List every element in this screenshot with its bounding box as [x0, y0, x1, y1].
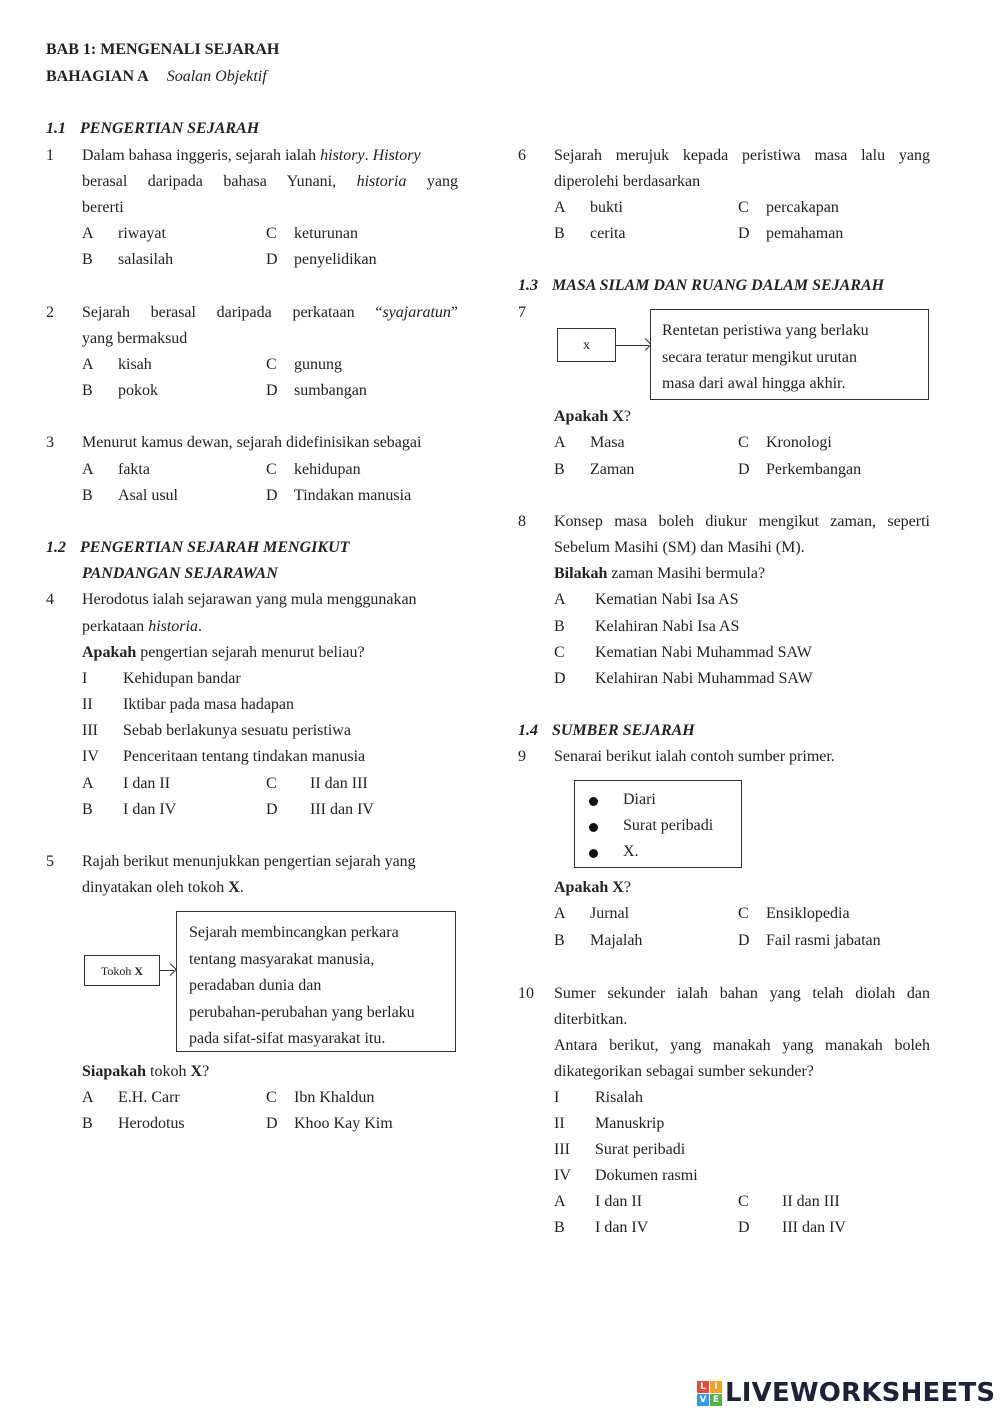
- option-d[interactable]: pemahaman: [766, 225, 844, 242]
- diagram-label: x: [583, 338, 590, 353]
- subtopic-1-1: [46, 120, 259, 138]
- option-letter: D: [266, 487, 278, 504]
- diagram-text-line: perubahan-perubahan yang berlaku: [189, 1003, 415, 1021]
- question-text-line: Konsep masa boleh diukur mengikut zaman, seperti: [554, 513, 930, 530]
- statement-text: Risalah: [595, 1089, 643, 1106]
- option-b[interactable]: cerita: [590, 225, 626, 242]
- arrow-icon: [160, 970, 174, 971]
- option-b[interactable]: I dan IV: [595, 1219, 649, 1236]
- statement-text: Iktibar pada masa hadapan: [123, 696, 295, 713]
- option-a[interactable]: bukti: [590, 199, 623, 216]
- question-text-line: yang bermaksud: [82, 330, 188, 347]
- statement-text: Manuskrip: [595, 1115, 665, 1132]
- diagram-text-line: tentang masyarakat manusia,: [189, 950, 375, 968]
- diagram-label-box: [557, 328, 616, 362]
- option-letter: C: [266, 775, 277, 792]
- statement-number: II: [554, 1115, 565, 1132]
- subtopic-number: 1.3: [518, 277, 538, 294]
- question-text-line: Sebelum Masihi (SM) dan Masihi (M).: [554, 539, 805, 556]
- statement-text: Dokumen rasmi: [595, 1167, 698, 1184]
- option-letter: C: [554, 644, 565, 661]
- option-a[interactable]: Kematian Nabi Isa AS: [595, 591, 739, 608]
- diagram-text-line: pada sifat-sifat masyarakat itu.: [189, 1030, 386, 1047]
- diagram-text-line: secara teratur mengikut urutan: [662, 348, 858, 366]
- logo-letter: V: [697, 1394, 709, 1406]
- question-number: 4: [46, 591, 54, 608]
- subtopic-1-4: [518, 722, 695, 740]
- logo-letter: E: [710, 1394, 722, 1406]
- subtopic-title: MASA SILAM DAN RUANG DALAM SEJARAH: [552, 277, 885, 294]
- subtopic-number: 1.4: [518, 722, 538, 739]
- statement-number: II: [82, 696, 93, 713]
- option-a[interactable]: kisah: [118, 356, 152, 373]
- option-letter: B: [554, 932, 565, 949]
- option-letter: B: [82, 251, 93, 268]
- option-d[interactable]: III dan IV: [310, 801, 374, 818]
- option-letter: D: [554, 670, 566, 687]
- option-c[interactable]: Ensiklopedia: [766, 905, 850, 922]
- option-d[interactable]: sumbangan: [294, 382, 367, 399]
- question-number: 3: [46, 434, 54, 451]
- subtopic-number: 1.2: [46, 539, 66, 556]
- option-letter: D: [738, 225, 750, 242]
- question-number: 2: [46, 304, 54, 321]
- option-c[interactable]: Kematian Nabi Muhammad SAW: [595, 644, 812, 661]
- chapter-title: BAB 1: MENGENALI SEJARAH: [46, 41, 280, 58]
- statement-number: III: [554, 1141, 570, 1158]
- option-b[interactable]: Asal usul: [118, 487, 178, 504]
- logo-letter: I: [710, 1381, 722, 1393]
- subtopic-1-2: [46, 539, 349, 557]
- option-c[interactable]: II dan III: [782, 1193, 840, 1210]
- statement-number: IV: [554, 1167, 571, 1184]
- bullet-icon: [589, 849, 598, 858]
- option-letter: D: [266, 1115, 278, 1132]
- option-letter: B: [554, 461, 565, 478]
- list-item: X.: [623, 843, 639, 860]
- question-text-line: Antara berikut, yang manakah yang manakah boleh: [554, 1037, 930, 1054]
- question-ask: Bilakah zaman Masihi bermula?: [554, 565, 766, 582]
- option-letter: B: [554, 225, 565, 242]
- question-number: 5: [46, 853, 54, 870]
- option-letter: B: [82, 801, 93, 818]
- option-letter: C: [266, 356, 277, 373]
- option-letter: C: [266, 225, 277, 242]
- question-ask: Apakah X?: [554, 408, 631, 425]
- question-text-line: diterbitkan.: [554, 1011, 628, 1028]
- option-letter: C: [738, 1193, 749, 1210]
- option-c[interactable]: II dan III: [310, 775, 368, 792]
- option-d[interactable]: Tindakan manusia: [294, 487, 412, 504]
- statement-text: Surat peribadi: [595, 1141, 686, 1158]
- statement-number: I: [82, 670, 88, 687]
- statement-number: III: [82, 722, 98, 739]
- question-text-line: Sejarah merujuk kepada peristiwa masa lalu yang: [554, 147, 930, 164]
- option-a[interactable]: I dan II: [123, 775, 171, 792]
- option-c[interactable]: gunung: [294, 356, 342, 373]
- option-b[interactable]: salasilah: [118, 251, 174, 268]
- section-label: BAHAGIAN A: [46, 68, 149, 85]
- option-a[interactable]: I dan II: [595, 1193, 643, 1210]
- logo-text: LIVEWORKSHEETS: [725, 1378, 996, 1408]
- subtopic-1-3: [518, 277, 884, 295]
- option-d[interactable]: Fail rasmi jabatan: [766, 932, 881, 949]
- diagram-text-line: peradaban dunia dan: [189, 977, 322, 994]
- option-a[interactable]: Masa: [590, 434, 625, 451]
- diagram-label: Tokoh X: [100, 964, 144, 978]
- subtopic-title: SUMBER SEJARAH: [552, 722, 695, 739]
- option-c[interactable]: Ibn Khaldun: [294, 1089, 375, 1106]
- option-a[interactable]: riwayat: [118, 225, 166, 242]
- question-number: 10: [518, 985, 534, 1002]
- option-a[interactable]: fakta: [118, 461, 150, 478]
- option-letter: A: [82, 1089, 94, 1106]
- statement-text: Sebab berlakunya sesuatu peristiwa: [123, 722, 351, 739]
- diagram-text-line: Sejarah membincangkan perkara: [189, 924, 399, 941]
- option-letter: B: [82, 1115, 93, 1132]
- option-letter: C: [738, 905, 749, 922]
- option-letter: A: [82, 356, 94, 373]
- option-letter: C: [266, 461, 277, 478]
- statement-text: Penceritaan tentang tindakan manusia: [123, 748, 366, 765]
- option-b[interactable]: Majalah: [590, 932, 643, 949]
- question-ask: Apakah X?: [554, 879, 631, 896]
- question-number: 8: [518, 513, 526, 530]
- list-item: Diari: [623, 791, 656, 808]
- option-d[interactable]: Perkembangan: [766, 461, 862, 478]
- statement-text: Kehidupan bandar: [123, 670, 241, 687]
- bullet-icon: [589, 797, 598, 806]
- subtopic-title: PENGERTIAN SEJARAH: [80, 120, 260, 137]
- option-c[interactable]: keturunan: [294, 225, 358, 242]
- option-letter: C: [266, 1089, 277, 1106]
- subtopic-number: 1.1: [46, 120, 66, 137]
- diagram-label-box: [84, 955, 160, 986]
- option-a[interactable]: E.H. Carr: [118, 1089, 180, 1106]
- question-text-line: Herodotus ialah sejarawan yang mula menggunakan: [82, 591, 417, 608]
- question-text-line: Menurut kamus dewan, sejarah didefinisikan sebagai: [82, 434, 422, 451]
- question-text-line: Sejarah berasal daripada perkataan “syajaratun”: [82, 304, 458, 321]
- list-item: Surat peribadi: [623, 817, 714, 834]
- question-text-line: bererti: [82, 199, 124, 216]
- subtopic-title: PENGERTIAN SEJARAH MENGIKUT: [80, 539, 350, 556]
- option-letter: D: [266, 382, 278, 399]
- statement-number: I: [554, 1089, 560, 1106]
- question-text-line: dinyatakan oleh tokoh X.: [82, 879, 244, 896]
- statement-number: IV: [82, 748, 99, 765]
- option-letter: A: [554, 434, 566, 451]
- option-letter: A: [82, 775, 94, 792]
- option-c[interactable]: kehidupan: [294, 461, 361, 478]
- option-letter: D: [266, 801, 278, 818]
- subtopic-title-line2: PANDANGAN SEJARAWAN: [82, 565, 278, 582]
- question-ask: Apakah pengertian sejarah menurut beliau?: [82, 644, 365, 661]
- option-b[interactable]: I dan IV: [123, 801, 177, 818]
- option-c[interactable]: Kronologi: [766, 434, 832, 451]
- option-a[interactable]: Jurnal: [590, 905, 630, 922]
- question-text-line: Dalam bahasa inggeris, sejarah ialah history. History: [82, 147, 421, 164]
- option-letter: B: [554, 618, 565, 635]
- option-letter: A: [554, 199, 566, 216]
- diagram-definition-box: [650, 309, 929, 400]
- option-letter: A: [554, 1193, 566, 1210]
- option-d[interactable]: penyelidikan: [294, 251, 377, 268]
- bullet-icon: [589, 823, 598, 832]
- question-number: 6: [518, 147, 526, 164]
- option-letter: B: [82, 487, 93, 504]
- question-text-line: berasal daripada bahasa Yunani, historia yang: [82, 173, 459, 190]
- option-b[interactable]: pokok: [118, 382, 158, 399]
- option-letter: D: [266, 251, 278, 268]
- option-d[interactable]: III dan IV: [782, 1219, 846, 1236]
- source-list-box: [574, 780, 742, 868]
- option-b[interactable]: Herodotus: [118, 1115, 185, 1132]
- question-ask: Siapakah tokoh X?: [82, 1063, 210, 1080]
- question-text-line: dikategorikan sebagai sumber sekunder?: [554, 1063, 814, 1080]
- liveworksheets-logo[interactable]: [697, 1378, 995, 1408]
- question-number: 7: [518, 304, 526, 321]
- option-letter: A: [554, 591, 566, 608]
- diagram-text-line: Rentetan peristiwa yang berlaku: [662, 322, 869, 339]
- option-letter: A: [82, 225, 94, 242]
- question-text-line: Senarai berikut ialah contoh sumber primer.: [554, 748, 835, 765]
- option-letter: D: [738, 461, 750, 478]
- question-number: 9: [518, 748, 526, 765]
- logo-mark-icon: [697, 1381, 722, 1406]
- arrow-icon: [616, 345, 649, 346]
- question-text-line: Sumer sekunder ialah bahan yang telah diolah dan: [554, 985, 930, 1002]
- option-letter: B: [82, 382, 93, 399]
- question-text-line: perkataan historia.: [82, 618, 202, 635]
- option-letter: A: [82, 461, 94, 478]
- question-text-line: diperolehi berdasarkan: [554, 173, 701, 190]
- option-b[interactable]: Zaman: [590, 461, 635, 478]
- option-letter: A: [554, 905, 566, 922]
- diagram-text-line: masa dari awal hingga akhir.: [662, 375, 846, 392]
- option-d[interactable]: Khoo Kay Kim: [294, 1115, 393, 1132]
- option-d[interactable]: Kelahiran Nabi Muhammad SAW: [595, 670, 813, 687]
- option-letter: C: [738, 434, 749, 451]
- section-subtitle: Soalan Objektif: [166, 68, 267, 85]
- diagram-definition-box: [176, 911, 456, 1052]
- question-text-line: Rajah berikut menunjukkan pengertian sejarah yang: [82, 853, 416, 870]
- option-b[interactable]: Kelahiran Nabi Isa AS: [595, 618, 740, 635]
- logo-letter: L: [697, 1381, 709, 1393]
- option-c[interactable]: percakapan: [766, 199, 839, 216]
- question-number: 1: [46, 147, 54, 164]
- section-heading: [46, 68, 267, 86]
- option-letter: C: [738, 199, 749, 216]
- option-letter: D: [738, 1219, 750, 1236]
- option-letter: D: [738, 932, 750, 949]
- option-letter: B: [554, 1219, 565, 1236]
